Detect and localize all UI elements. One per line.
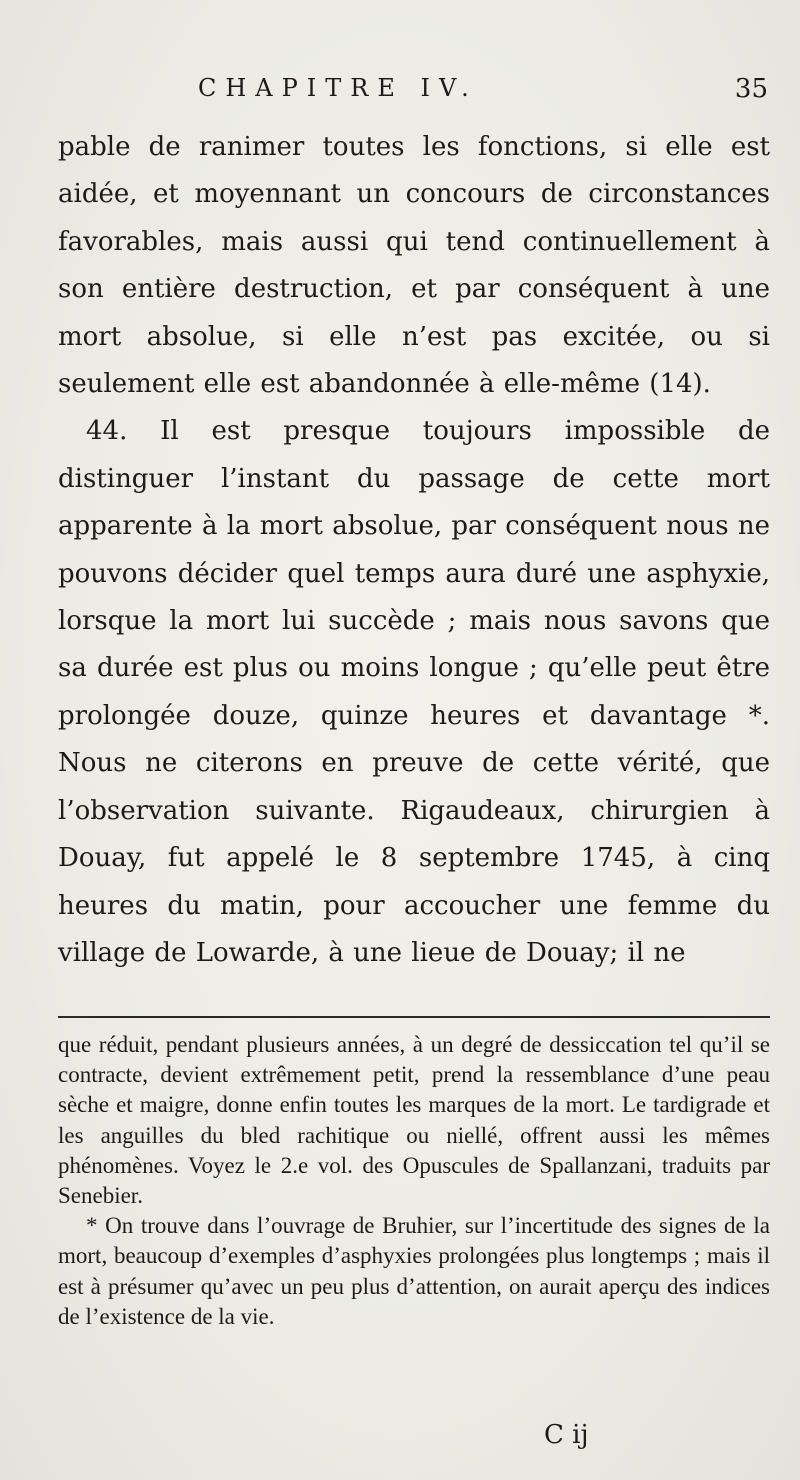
chapter-title: CHAPITRE IV. (198, 74, 478, 102)
footnote-continuation: que réduit, pendant plusieurs années, à un degré de dessiccation tel qu’il se contracte, devient extrêmement petit, prend la ressemblance d’une peau sèche et maigre, donne enfin toutes les marques de la mort. Le tardigrade et les anguilles du bled rachitique ou niellé, offrent aussi les mêmes phénomènes. Voyez le 2.e vol. des Opuscules de Spallanzani, traduits par Senebier. (58, 1032, 770, 1209)
footnotes (58, 1030, 770, 1332)
signature-mark: C ij (544, 1420, 589, 1450)
running-header (198, 74, 768, 114)
footnote-asterisk: * On trouve dans l’ouvrage de Bruhier, sur l’incertitude des signes de la mort, beaucoup d’exemples d’asphyxies prolongées plus longtemps ; mais il est à présumer qu’avec un peu plus d’attention, on aurait aperçu des indices de l’existence de la vie. (58, 1213, 770, 1329)
footnote-divider (58, 1016, 770, 1018)
paragraph-continuation: pable de ranimer toutes les fonctions, si elle est aidée, et moyennant un concours de circonstances favorables, mais aussi qui tend continuellement à son entière destruction, et par conséquent à une mort absolue, si elle n’est pas excitée, ou si seulement elle est abandonnée à elle-même (14). (58, 132, 770, 400)
page-number: 35 (734, 74, 768, 104)
paragraph-44: 44. Il est presque toujours impossible de distinguer l’instant du passage de cette mort apparente à la mort absolue, par conséquent nous ne pouvons décider quel temps aura duré une asphyxie, lorsque la mort lui succède ; mais nous savons que sa durée est plus ou moins longue ; qu’elle peut être prolongée douze, quinze heures et davantage *. Nous ne citerons en preuve de cette vérité, que l’observation suivante. Rigaudeaux, chirurgien à Douay, fut appelé le 8 septembre 1745, à cinq heures du matin, pour accoucher une femme du village de Lowarde, à une lieue de Douay; il ne (58, 416, 771, 968)
main-text (58, 124, 770, 977)
